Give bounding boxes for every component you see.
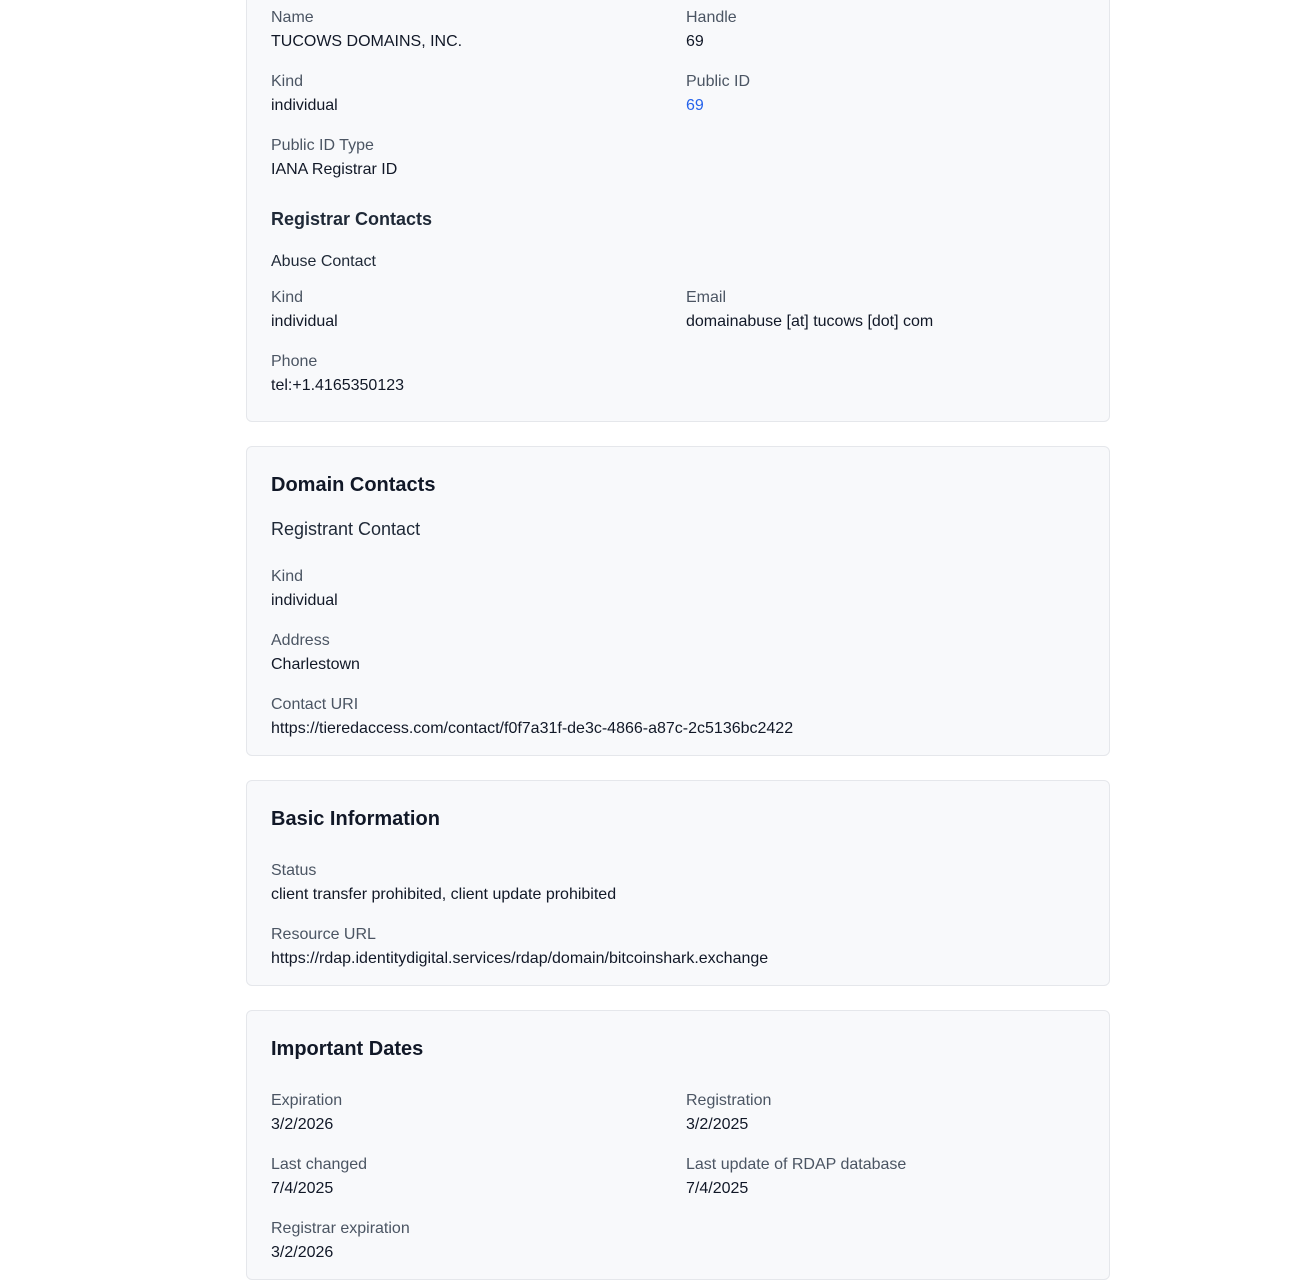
abuse-contact-heading: Abuse Contact	[271, 253, 376, 270]
field-value: individual	[271, 592, 338, 609]
important-dates-card	[246, 1010, 1110, 1280]
field-label: Status	[271, 862, 317, 879]
registrar-public-id-field	[686, 72, 750, 116]
field-value: 3/2/2025	[686, 1116, 749, 1133]
important-dates-heading: Important Dates	[271, 1038, 424, 1060]
basic-information-heading: Basic Information	[271, 808, 440, 830]
domain-contacts-card	[246, 446, 1110, 756]
abuse-phone-field	[271, 352, 404, 396]
field-value: 3/2/2026	[271, 1116, 334, 1133]
abuse-email-field	[686, 288, 933, 332]
registrant-contact-heading: Registrant Contact	[271, 519, 421, 539]
field-label: Expiration	[271, 1092, 343, 1109]
field-label: Handle	[686, 9, 737, 26]
field-label: Phone	[271, 353, 318, 370]
registrar-card	[246, 0, 1110, 422]
field-value: individual	[271, 97, 338, 114]
field-value: Charlestown	[271, 656, 360, 673]
registrar-expiration-field	[271, 1219, 410, 1263]
field-label: Address	[271, 632, 330, 649]
registrar-contacts-heading: Registrar Contacts	[271, 209, 433, 229]
field-label: Public ID Type	[271, 137, 374, 154]
rdap-update-field	[686, 1155, 906, 1199]
field-value: individual	[271, 313, 338, 330]
field-label: Kind	[271, 568, 304, 585]
field-value: IANA Registrar ID	[271, 161, 398, 178]
basic-information-card	[246, 780, 1110, 986]
field-label: Last update of RDAP database	[686, 1156, 907, 1173]
registrar-public-id-type-field	[271, 136, 397, 180]
field-label: Resource URL	[271, 926, 376, 943]
field-label: Public ID	[686, 73, 751, 90]
field-value: 7/4/2025	[271, 1180, 334, 1197]
registrant-kind-field	[271, 567, 338, 611]
field-value: domainabuse [at] tucows [dot] com	[686, 313, 934, 330]
field-label: Kind	[271, 289, 304, 306]
resource-url-field	[271, 925, 768, 969]
field-label: Email	[686, 289, 727, 306]
field-value: 7/4/2025	[686, 1180, 749, 1197]
field-value: TUCOWS DOMAINS, INC.	[271, 33, 463, 50]
registrar-name-field	[271, 8, 462, 52]
status-field	[271, 861, 616, 905]
field-value: https://rdap.identitydigital.services/rdap/domain/bitcoinshark.exchange	[271, 950, 769, 967]
field-value: https://tieredaccess.com/contact/f0f7a31f-de3c-4866-a87c-2c5136bc2422	[271, 720, 794, 737]
field-label: Last changed	[271, 1156, 368, 1173]
registrant-address-field	[271, 631, 360, 675]
field-value: 3/2/2026	[271, 1244, 334, 1261]
field-label: Registrar expiration	[271, 1220, 410, 1237]
field-value: 69	[686, 33, 704, 50]
registrar-kind-field	[271, 72, 338, 116]
registration-field	[686, 1091, 771, 1135]
field-label: Kind	[271, 73, 304, 90]
field-value: client transfer prohibited, client update prohibited	[271, 886, 617, 903]
field-label: Registration	[686, 1092, 772, 1109]
registrant-contact-uri-field	[271, 695, 793, 739]
expiration-field	[271, 1091, 342, 1135]
field-label: Name	[271, 9, 314, 26]
domain-contacts-heading: Domain Contacts	[271, 474, 436, 496]
abuse-kind-field	[271, 288, 338, 332]
public-id-link[interactable]: 69	[686, 97, 704, 114]
registrar-handle-field	[686, 8, 737, 52]
field-value: tel:+1.4165350123	[271, 377, 405, 394]
last-changed-field	[271, 1155, 367, 1199]
field-label: Contact URI	[271, 696, 359, 713]
